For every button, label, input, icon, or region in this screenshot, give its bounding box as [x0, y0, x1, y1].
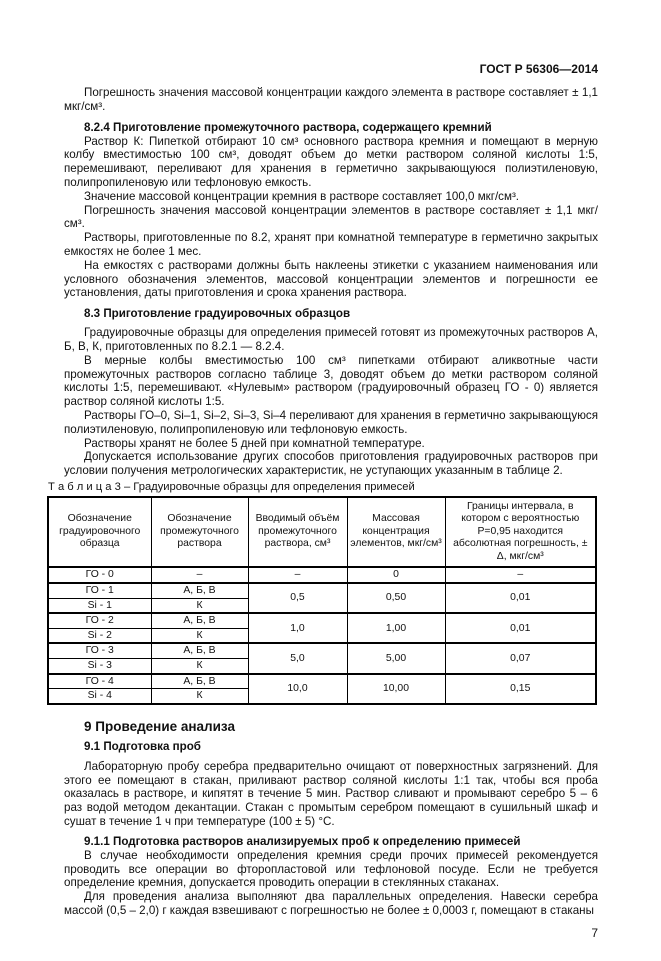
- paragraph: Растворы хранят не более 5 дней при комнатной температуре.: [84, 436, 425, 450]
- col-header: Границы интервала, в котором с вероятностью P=0,95 находится абсолютная погрешность, ± Δ, мкг/см³: [445, 497, 596, 568]
- paragraph: Значение массовой концентрации кремния в растворе составляет 100,0 мкг/см³.: [84, 189, 520, 203]
- cell: А, Б, В: [151, 583, 248, 598]
- cell: –: [248, 567, 347, 583]
- paragraph: Допускается использование других способов приготовления градуировочных растворов при условии получения метрологических характеристик, не уступающих указанным в таблице 2.: [64, 450, 598, 478]
- cell: 0: [347, 567, 445, 583]
- cell: А, Б, В: [151, 643, 248, 658]
- paragraph: Раствор К: Пипеткой отбирают 10 см³ основного раствора кремния и помещают в мерную колбу вместимостью 100 см³, доводят объем до метки раствором соляной кислоты 1:5, перемешивают, переливают для хранения в герметично закрывающуюся полиэтиленовую, полипропиленовую или тефлоновую емкость.: [64, 134, 598, 189]
- cell: ГО - 4: [48, 674, 151, 689]
- paragraph: Погрешность значения массовой концентрации каждого элемента в растворе составляет ± 1,1 мкг/см³.: [64, 86, 598, 113]
- table-caption: Т а б л и ц а 3 – Градуировочные образцы для определения примесей: [48, 480, 415, 493]
- cell: 1,00: [347, 613, 445, 643]
- calibration-table: [47, 496, 597, 705]
- table-row: [48, 613, 596, 628]
- table-header-row: [48, 497, 596, 568]
- cell: ГО - 0: [48, 567, 151, 583]
- cell: 5,0: [248, 643, 347, 673]
- paragraph: Растворы ГО–0, Si–1, Si–2, Si–3, Si–4 переливают для хранения в герметично закрывающуюся полиэтиленовую, полипропиленовую или тефлоновую емкость.: [64, 408, 598, 436]
- document-header: ГОСТ Р 56306—2014: [479, 62, 598, 76]
- cell: 5,00: [347, 643, 445, 673]
- paragraph: Лабораторную пробу серебра предварительно очищают от поверхностных загрязнений. Для этого ее помещают в стакан, приливают раствор соляной кислоты 1:1 так, чтобы вся проба оказалась в растворе, и кипятят в течение 5 мин. Раствор сливают и промывают серебро 5 – 6 раз водой методом декантации. Стакан с промытым серебром помещают в сушильный шкаф и сушат в течение 1 ч при температуре (100 ± 5) °С.: [64, 759, 598, 828]
- cell: 1,0: [248, 613, 347, 643]
- paragraph: В мерные колбы вместимостью 100 см³ пипетками отбирают аликвотные части промежуточных растворов согласно таблице 3, доводят объем до метки раствором соляной кислоты 1:5, перемешивают. «Нулевым» раствором (градуировочный образец ГО - 0) является раствор соляной кислоты 1:5.: [64, 353, 598, 409]
- paragraph: Градуировочные образцы для определения примесей готовят из промежуточных растворов А, Б, В, К, приготовленных по 8.2.1 — 8.2.4.: [64, 326, 598, 353]
- cell: Si - 1: [48, 598, 151, 613]
- cell: 0,50: [347, 583, 445, 613]
- cell: К: [151, 598, 248, 613]
- cell: –: [445, 567, 596, 583]
- cell: К: [151, 689, 248, 704]
- heading-9-1: 9.1 Подготовка проб: [84, 739, 201, 753]
- table-row: [48, 583, 596, 598]
- cell: Si - 4: [48, 689, 151, 704]
- col-header: Вводимый объём промежуточного раствора, см³: [248, 497, 347, 568]
- cell: А, Б, В: [151, 613, 248, 628]
- cell: Si - 3: [48, 658, 151, 673]
- cell: 0,01: [445, 583, 596, 613]
- cell: ГО - 3: [48, 643, 151, 658]
- col-header: Массовая концентрация элементов, мкг/см³: [347, 497, 445, 568]
- cell: 10,00: [347, 674, 445, 704]
- heading-8-2-4: 8.2.4 Приготовление промежуточного раствора, содержащего кремний: [84, 120, 492, 134]
- paragraph: Погрешность значения массовой концентрации элементов в растворе составляет ± 1,1 мкг/см³.: [64, 203, 598, 231]
- table-row: [48, 567, 596, 583]
- paragraph: В случае необходимости определения кремния среди прочих примесей рекомендуется проводить все операции во фторопластовой или тефлоновой посуде. Если не требуется определение кремния, допускается проводить операции в стеклянных стаканах.: [64, 848, 598, 890]
- paragraph: На емкостях с растворами должны быть наклеены этикетки с указанием наименования или условного обозначения элементов, массовой концентрации элементов и погрешности ее установления, даты приготовления и срока хранения раствора.: [64, 258, 598, 300]
- table-row: [48, 643, 596, 658]
- section-top: [64, 86, 598, 478]
- cell: 0,07: [445, 643, 596, 673]
- cell: К: [151, 628, 248, 643]
- page-number: 7: [591, 925, 598, 940]
- cell: 10,0: [248, 674, 347, 704]
- cell: 0,01: [445, 613, 596, 643]
- cell: –: [151, 567, 248, 583]
- cell: А, Б, В: [151, 674, 248, 689]
- heading-8-3: 8.3 Приготовление градуировочных образцов: [84, 307, 351, 321]
- cell: ГО - 2: [48, 613, 151, 628]
- table-row: [48, 674, 596, 689]
- heading-9-1-1: 9.1.1 Подготовка растворов анализируемых проб к определению примесей: [84, 834, 521, 848]
- cell: К: [151, 658, 248, 673]
- section-bottom: [64, 719, 598, 918]
- heading-9: 9 Проведение анализа: [84, 718, 235, 734]
- col-header: Обозначение градуировочного образца: [48, 497, 151, 568]
- cell: 0,5: [248, 583, 347, 613]
- cell: Si - 2: [48, 628, 151, 643]
- col-header: Обозначение промежуточного раствора: [151, 497, 248, 568]
- paragraph: Растворы, приготовленные по 8.2, хранят при комнатной температуре в герметично закрытых емкостях не более 1 мес.: [64, 231, 598, 258]
- cell: 0,15: [445, 674, 596, 704]
- cell: ГО - 1: [48, 583, 151, 598]
- paragraph: Для проведения анализа выполняют два параллельных определения. Навески серебра массой (0,5 – 2,0) г каждая взвешивают с погрешностью не более ± 0,0003 г, помещают в стаканы: [64, 890, 598, 917]
